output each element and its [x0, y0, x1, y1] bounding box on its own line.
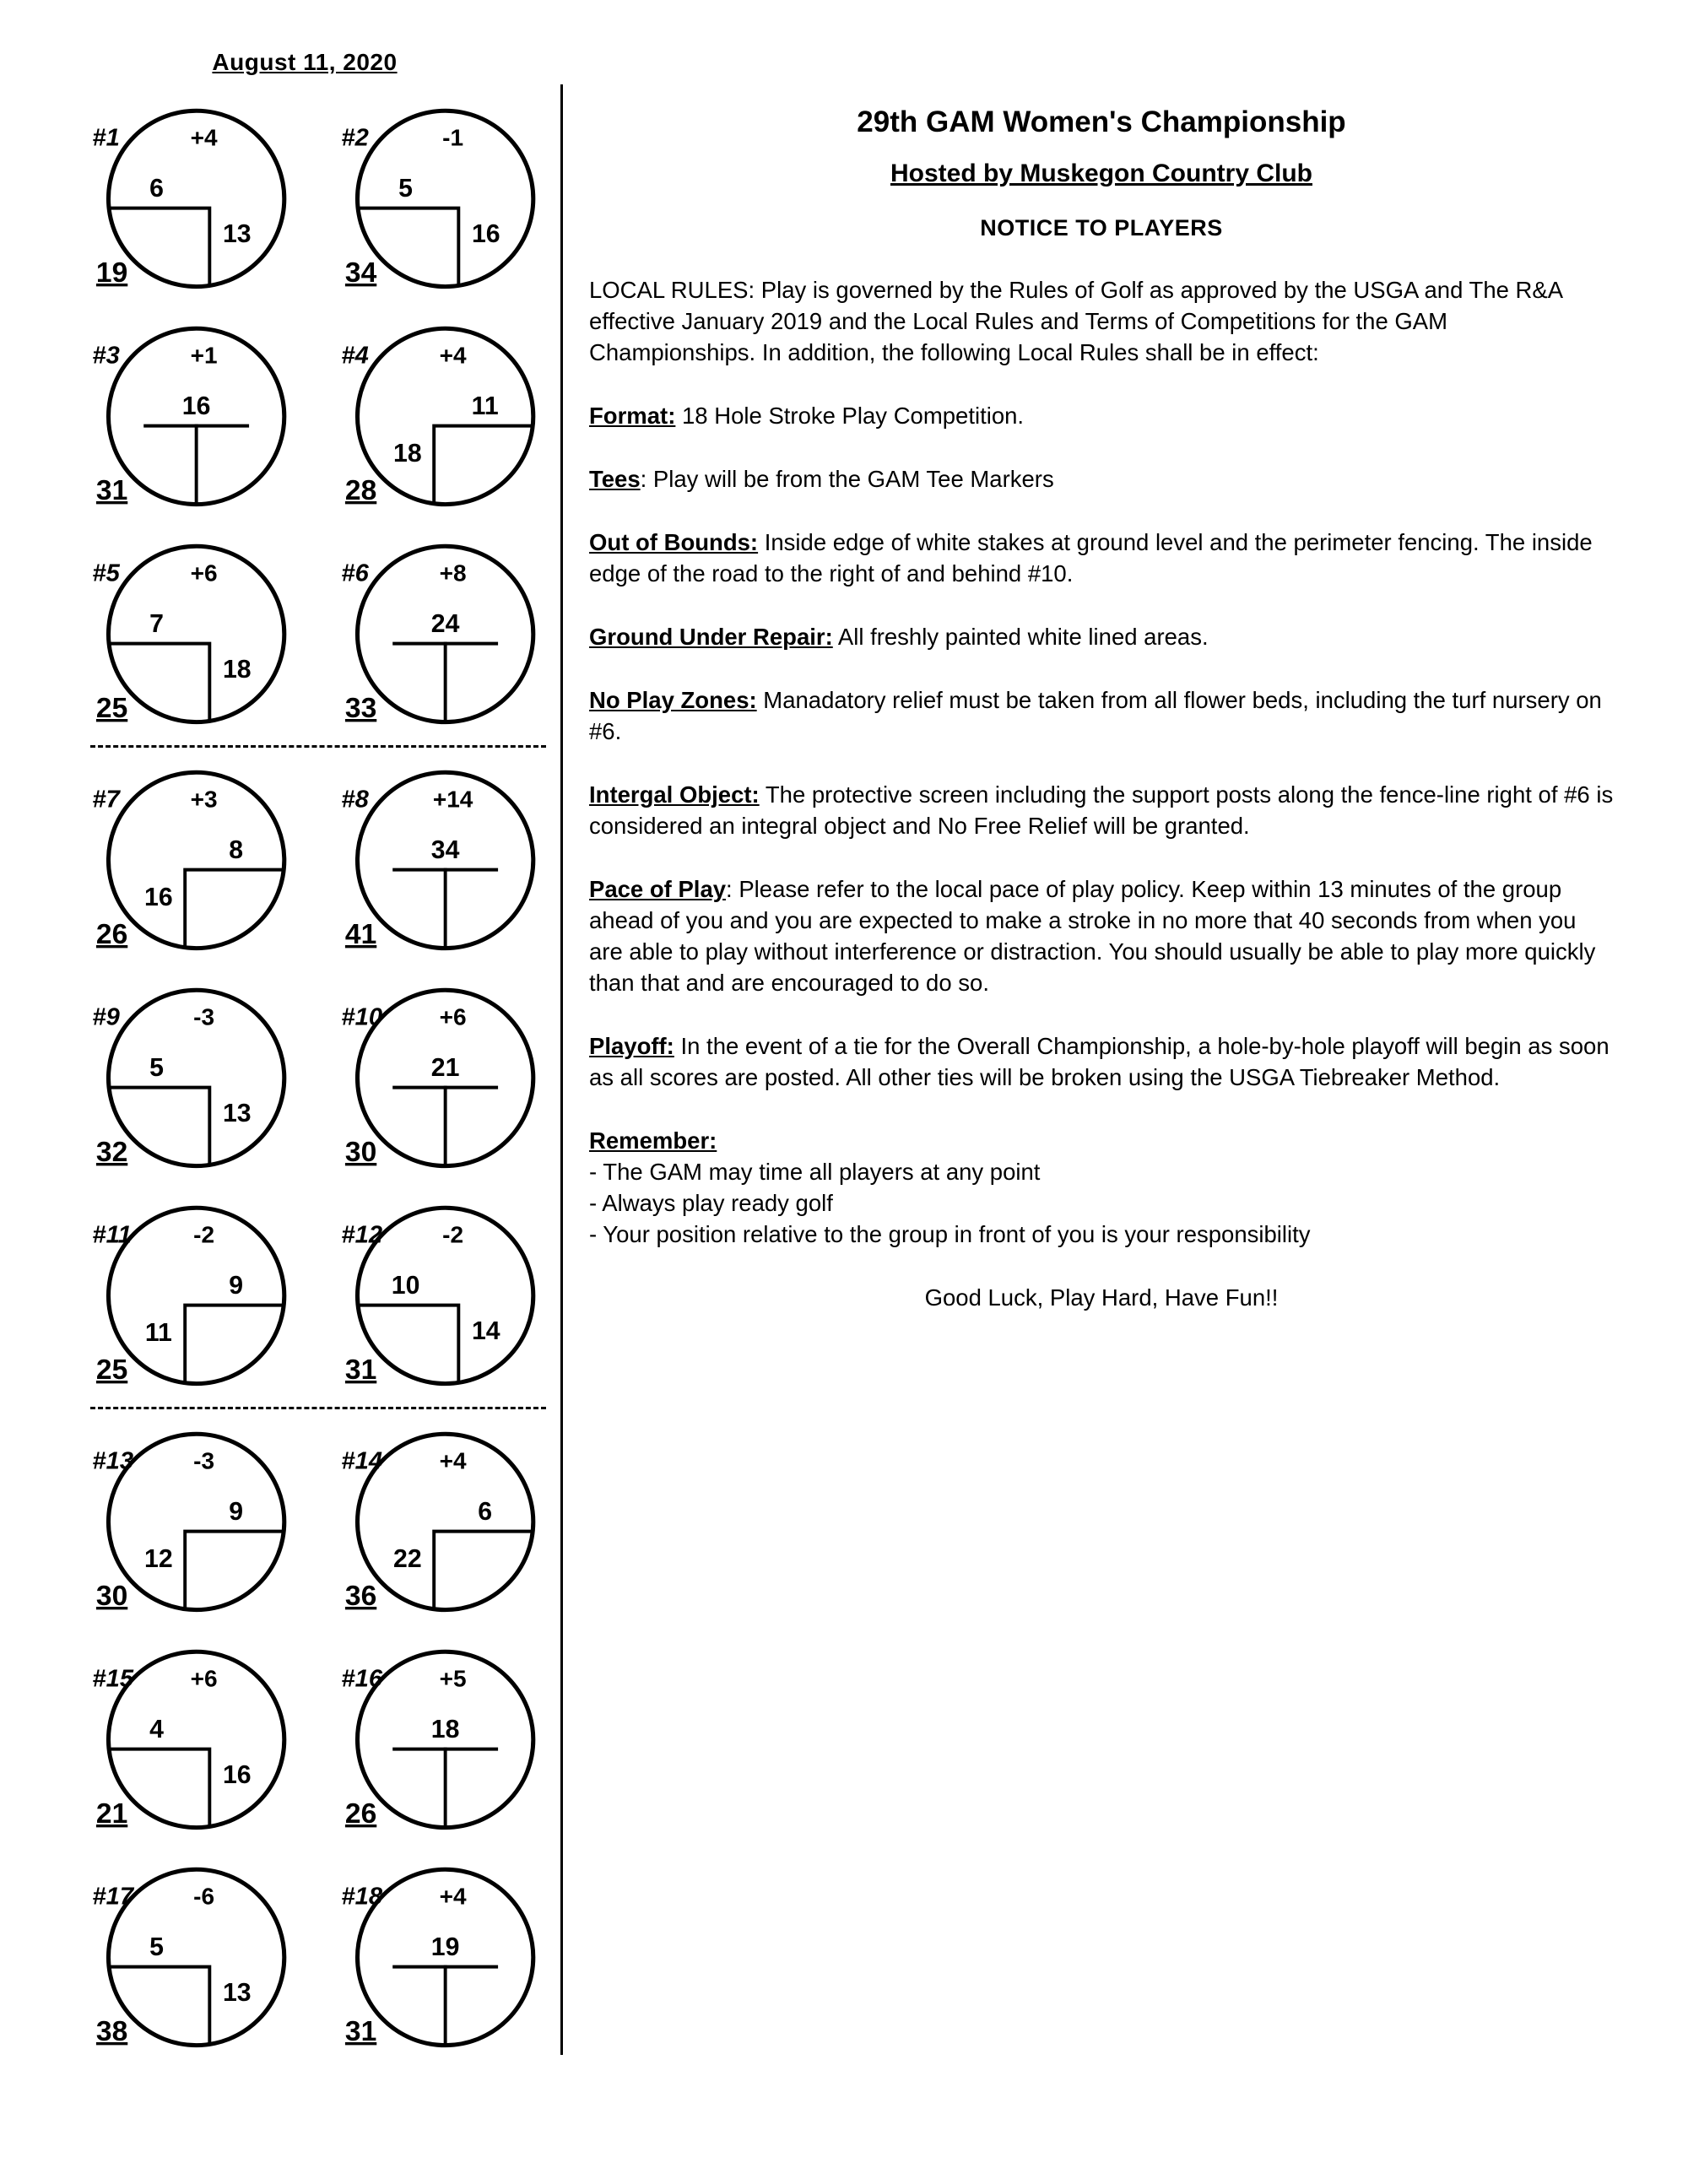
hole-diagram-13	[89, 1416, 338, 1629]
hole-diagram-16	[338, 1634, 587, 1846]
pin-side-distance: 16	[144, 884, 173, 912]
dashed-divider	[90, 1407, 546, 1409]
green-depth-total: 31	[344, 2016, 377, 2047]
green-depth-total: 30	[344, 1137, 377, 1168]
green-depth-total: 34	[344, 257, 377, 289]
hole-diagram-7	[89, 754, 338, 967]
page-subtitle: Hosted by Muskegon Country Club	[890, 159, 1312, 187]
local-rules-paragraph: LOCAL RULES: Play is governed by the Rules of Golf as approved by the USGA and The R&A effective January 2019 and the Local Rules and Terms of Competitions for the GAM Championships. In addition, the following Local Rules shall be in effect:	[589, 277, 1562, 365]
green-depth-total: 30	[95, 1581, 128, 1612]
rule-section-0	[589, 400, 1614, 431]
rule-label: Ground Under Repair:	[589, 624, 833, 650]
hole-diagram-9	[89, 972, 338, 1185]
holes-grid	[89, 93, 563, 2064]
hole-diagram-11	[89, 1190, 338, 1403]
pin-front-distance: 24	[430, 610, 460, 639]
hole-diagram-5	[89, 528, 338, 741]
green-depth-total: 38	[95, 2016, 128, 2047]
hole-offset-value: +3	[190, 786, 218, 813]
pin-side-distance: 22	[393, 1545, 422, 1574]
green-depth-total: 32	[95, 1137, 128, 1168]
hole-offset-value: +4	[439, 342, 467, 369]
hole-offset-value: +6	[190, 1665, 218, 1692]
hole-diagram-10	[338, 972, 587, 1185]
pin-front-distance: 5	[398, 175, 414, 203]
hole-diagram-4	[338, 311, 587, 523]
hole-number-label: #17	[92, 1883, 134, 1911]
rule-text: The protective screen including the support posts along the fence-line right of #6 is considered an integral object and No Free Relief will be granted.	[589, 781, 1614, 839]
pin-side-distance: 16	[222, 1760, 252, 1789]
pin-front-distance: 9	[229, 1272, 244, 1300]
hole-offset-value: -1	[442, 124, 464, 151]
green-depth-total: 33	[344, 693, 377, 724]
hole-number-label: #10	[341, 1003, 383, 1031]
hole-diagram-15	[89, 1634, 338, 1846]
rule-label: Tees	[589, 466, 641, 492]
hole-number-label: #14	[341, 1447, 383, 1475]
hole-number-label: #7	[92, 786, 120, 814]
hole-offset-value: +6	[190, 560, 218, 587]
pin-front-distance: 21	[430, 1054, 460, 1083]
hole-offset-value: +1	[190, 342, 218, 369]
rule-section-7	[589, 1030, 1614, 1093]
rule-section-1	[589, 463, 1614, 495]
rule-text: Manadatory relief must be taken from all flower beds, including the turf nursery on #6.	[589, 687, 1602, 744]
pin-front-distance: 5	[149, 1054, 165, 1083]
pin-side-distance: 14	[471, 1316, 500, 1345]
hole-number-label: #5	[92, 560, 120, 587]
hole-offset-value: +14	[432, 786, 473, 813]
hole-group-2	[89, 754, 563, 1403]
rule-label: No Play Zones:	[589, 687, 757, 713]
remember-item-0: - The GAM may time all players at any point	[589, 1159, 1041, 1185]
pin-front-distance: 19	[430, 1933, 460, 1962]
column-divider	[560, 84, 563, 2055]
pin-side-distance: 13	[222, 219, 252, 248]
hole-number-label: #2	[341, 124, 369, 152]
pin-side-distance: 18	[393, 440, 422, 468]
rule-section-6	[589, 873, 1614, 998]
hole-diagram-8	[338, 754, 587, 967]
rule-label: Format:	[589, 403, 676, 429]
pin-side-distance: 12	[144, 1545, 173, 1574]
pin-front-distance: 4	[149, 1716, 165, 1744]
rule-sections	[589, 400, 1614, 1093]
notice-column	[589, 106, 1614, 1345]
hole-offset-value: -3	[193, 1003, 215, 1030]
hole-offset-value: +4	[439, 1447, 467, 1474]
hole-group-3	[89, 1416, 563, 2064]
pin-side-distance: 13	[222, 1099, 252, 1127]
date-heading: August 11, 2020	[212, 49, 398, 75]
pin-front-distance: 5	[149, 1933, 165, 1962]
rule-text: : Play will be from the GAM Tee Markers	[640, 466, 1054, 492]
pin-side-distance: 11	[144, 1319, 172, 1348]
hole-number-label: #15	[92, 1665, 134, 1693]
rule-label: Intergal Object:	[589, 781, 760, 808]
hole-offset-value: +5	[439, 1665, 467, 1692]
hole-number-label: #8	[341, 786, 369, 814]
hole-number-label: #9	[92, 1003, 120, 1031]
pin-front-distance: 6	[149, 175, 165, 203]
pin-side-distance: 13	[222, 1978, 252, 2007]
hole-offset-value: -2	[442, 1221, 464, 1248]
rule-label: Out of Bounds:	[589, 529, 759, 555]
remember-item-2: - Your position relative to the group in front of you is your responsibility	[589, 1221, 1311, 1247]
pin-front-distance: 10	[391, 1272, 420, 1300]
rule-text: 18 Hole Stroke Play Competition.	[675, 403, 1025, 429]
hole-number-label: #1	[92, 124, 120, 152]
green-depth-total: 21	[95, 1798, 128, 1830]
rule-text: In the event of a tie for the Overall Championship, a hole-by-hole playoff will begin as soon as all scores are posted. All other ties will be broken using the USGA Tiebreaker Method.	[589, 1033, 1610, 1090]
green-depth-total: 25	[95, 1354, 128, 1386]
hole-offset-value: +4	[190, 124, 218, 151]
rule-section-3	[589, 621, 1614, 652]
rule-section-2	[589, 527, 1614, 589]
green-depth-total: 19	[95, 257, 128, 289]
hole-diagram-12	[338, 1190, 587, 1403]
pin-front-distance: 11	[471, 392, 499, 421]
remember-item-1: - Always play ready golf	[589, 1190, 833, 1216]
pin-front-distance: 34	[430, 836, 460, 865]
rule-text: Inside edge of white stakes at ground level and the perimeter fencing. The inside edge of the road to the right of and behind #10.	[589, 529, 1593, 587]
dashed-divider	[90, 745, 546, 748]
pin-side-distance: 18	[222, 655, 252, 684]
pin-front-distance: 9	[229, 1498, 244, 1527]
green-depth-total: 28	[344, 475, 377, 506]
green-depth-total: 26	[95, 919, 128, 950]
hole-number-label: #11	[92, 1221, 132, 1249]
hole-group-1	[89, 93, 563, 741]
pin-front-distance: 16	[181, 392, 211, 421]
green-depth-total: 41	[344, 919, 377, 950]
hole-offset-value: -6	[193, 1883, 215, 1910]
hole-diagram-2	[338, 93, 587, 305]
remember-section	[589, 1125, 1614, 1250]
green-depth-total: 26	[344, 1798, 377, 1830]
rule-label: Pace of Play	[589, 876, 727, 902]
pin-front-distance: 18	[430, 1716, 460, 1744]
hole-offset-value: -2	[193, 1221, 215, 1248]
hole-diagram-14	[338, 1416, 587, 1629]
pin-front-distance: 8	[229, 836, 244, 865]
remember-label: Remember:	[589, 1127, 717, 1154]
rule-section-4	[589, 684, 1614, 747]
closing-message: Good Luck, Play Hard, Have Fun!!	[924, 1284, 1279, 1311]
hole-diagram-1	[89, 93, 338, 305]
rule-text: All freshly painted white lined areas.	[832, 624, 1209, 650]
hole-number-label: #12	[341, 1221, 383, 1249]
pin-front-distance: 7	[149, 610, 165, 639]
hole-diagram-6	[338, 528, 587, 741]
hole-offset-value: +8	[439, 560, 467, 587]
rule-text: : Please refer to the local pace of play policy. Keep within 13 minutes of the group ahead of you and you are expected to make a stroke in no more that 40 seconds from when you are able to play without interference or distraction. You should usually be able to play more quickly than that and are encouraged to do so.	[589, 876, 1596, 996]
hole-offset-value: -3	[193, 1447, 215, 1474]
green-depth-total: 36	[344, 1581, 377, 1612]
hole-number-label: #4	[341, 342, 369, 370]
notice-heading: NOTICE TO PLAYERS	[980, 215, 1223, 241]
hole-number-label: #13	[92, 1447, 134, 1475]
hole-diagram-3	[89, 311, 338, 523]
hole-number-label: #3	[92, 342, 120, 370]
pin-side-distance: 16	[471, 219, 500, 248]
pin-front-distance: 6	[478, 1498, 493, 1527]
hole-offset-value: +6	[439, 1003, 467, 1030]
green-depth-total: 31	[95, 475, 128, 506]
hole-number-label: #16	[341, 1665, 383, 1693]
hole-diagram-18	[338, 1852, 587, 2064]
rule-section-5	[589, 779, 1614, 841]
hole-number-label: #6	[341, 560, 369, 587]
hole-number-label: #18	[341, 1883, 383, 1911]
page-title: 29th GAM Women's Championship	[857, 105, 1346, 138]
hole-diagram-17	[89, 1852, 338, 2064]
green-depth-total: 31	[344, 1354, 377, 1386]
rule-label: Playoff:	[589, 1033, 674, 1059]
pin-sheet-column	[46, 49, 563, 2064]
hole-offset-value: +4	[439, 1883, 467, 1910]
green-depth-total: 25	[95, 693, 128, 724]
